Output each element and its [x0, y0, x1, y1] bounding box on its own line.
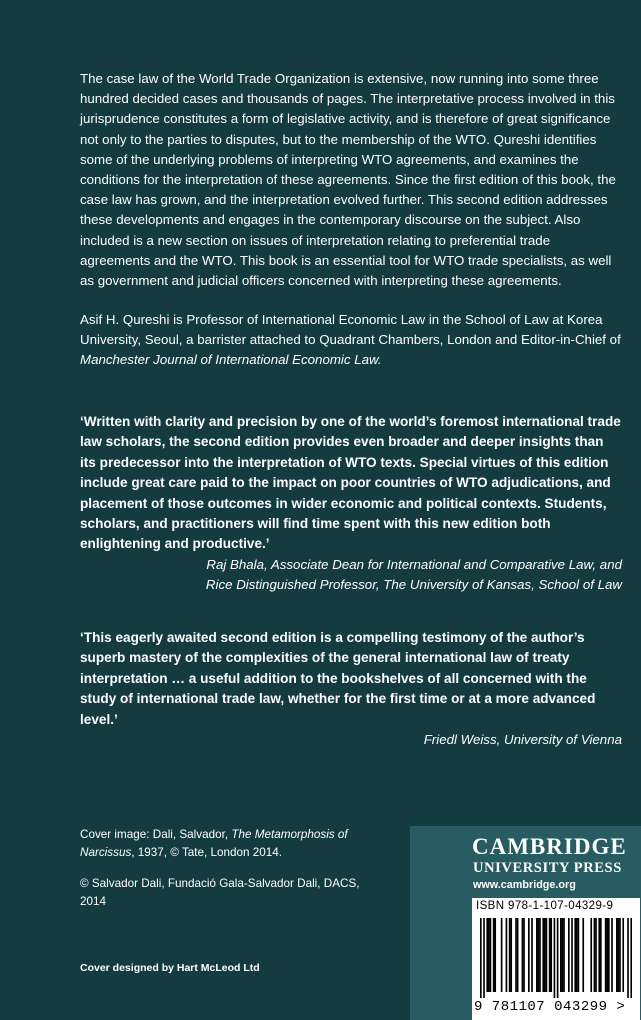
barcode-bar: [598, 918, 600, 992]
barcode-bar: [536, 918, 538, 992]
endorsement-2: [80, 628, 622, 750]
endorsement-1-attribution-line1: Raj Bhala, Associate Dean for International and Comparative Law, and: [206, 556, 622, 572]
barcode-digits: 9 781107 043299 >: [474, 999, 626, 1015]
barcode-bar: [560, 918, 562, 992]
barcode-bar: [608, 918, 610, 992]
barcode-bar: [490, 918, 492, 992]
publisher-subtitle: UNIVERSITY PRESS: [473, 860, 622, 876]
cover-credits: [80, 826, 380, 924]
barcode-bar: [616, 918, 618, 992]
barcode-bar: [510, 918, 512, 992]
barcode-bar: [531, 918, 533, 992]
barcode-bar: [576, 918, 578, 992]
barcode-bar: [557, 918, 559, 998]
barcode-bar: [594, 918, 596, 992]
barcode-bar: [619, 918, 621, 992]
cover-credit-suffix: , 1937, © Tate, London 2014.: [131, 845, 283, 859]
barcode-bar: [528, 918, 530, 992]
barcode-bar: [522, 918, 524, 992]
blurb-text: The case law of the World Trade Organization is extensive, now running into some three hundred decided cases and thousands of pages. The interpretative process involved in this jurisprudence constitutes a form of legislative activity, and is therefore of great significance not only to the parties to disputes, but to the membership of the WTO. Qureshi identifies some of the underlying problems of interpreting WTO agreements, and examines the conditions for the interpretation of these agreements. Since the first edition of this book, the case law has grown, and the interpretation evolved further. This second edition addresses these developments and engages in the contemporary discourse on the subject. Also included is a new section on issues of interpretation relating to preferential trade agreements and the WTO. This book is an essential tool for WTO trade specialists, as well as government and judicial officers concerned with interpreting these agreements.: [80, 71, 616, 289]
barcode-bar: [494, 918, 496, 992]
barcode-bar: [550, 918, 552, 992]
barcode-bar: [578, 918, 580, 992]
barcode-bar: [517, 918, 519, 992]
cover-image-credit: [80, 826, 380, 861]
endorsement-1-attribution: [80, 555, 622, 596]
barcode-bar: [627, 918, 629, 998]
barcode-bar: [554, 918, 556, 998]
barcode-bar: [544, 918, 546, 992]
barcode-bar: [622, 918, 624, 992]
publisher-panel: [410, 826, 641, 1020]
barcode-bar: [509, 918, 511, 992]
author-bio-text: [80, 310, 622, 371]
barcode-box: [472, 898, 640, 1020]
barcode-bar: [506, 918, 508, 992]
barcode-bar: [568, 918, 570, 992]
barcode-bar: [600, 918, 602, 992]
endorsement-2-attribution-line1: Friedl Weiss, University of Vienna: [423, 732, 622, 748]
endorsement-2-text: ‘This eagerly awaited second edition is a compelling testimony of the author’s superb mastery of the complexities of the general international law of treaty interpretation … a useful addition to the bookshelves of all concerned with the study of international trade law, whether for the first time or at a more advanced level.’: [80, 630, 596, 727]
bio-journal: Manchester Journal of International Economic Law.: [80, 352, 382, 368]
barcode-bar: [488, 918, 490, 992]
barcode-bar: [538, 918, 540, 992]
isbn-label: ISBN 978-1-107-04329-9: [476, 900, 614, 912]
barcode-bar: [582, 918, 584, 992]
barcode-bar: [630, 918, 632, 998]
endorsement-2-attribution: [80, 730, 622, 750]
cover-credit-prefix: Cover image: Dali, Salvador,: [80, 828, 232, 841]
barcode-bar: [590, 918, 592, 992]
bio-body: Asif H. Qureshi is Professor of International Economic Law in the School of Law at Korea University, Seoul, a barrister attached to Quadrant Chambers, London and Editor-in-Chief of: [80, 312, 621, 348]
barcode-bar: [539, 918, 541, 992]
barcode-bar: [563, 918, 565, 992]
barcode-bar: [515, 918, 517, 992]
barcode-bar: [542, 918, 544, 992]
barcode-bar: [493, 918, 495, 992]
barcode-bar: [562, 918, 564, 992]
author-bio: [80, 310, 622, 371]
designer-credit: Cover designed by Hart McLeod Ltd: [80, 962, 260, 974]
barcode-bar: [611, 918, 613, 992]
barcode-bar: [523, 918, 525, 992]
endorsement-1: [80, 412, 622, 596]
barcode-bar: [605, 918, 607, 992]
copyright-credit: © Salvador Dali, Fundació Gala-Salvador Dali, DACS, 2014: [80, 877, 360, 908]
barcode-icon: [480, 918, 632, 998]
blurb: [80, 69, 622, 291]
barcode-bar: [595, 918, 597, 992]
endorsement-1-text: ‘Written with clarity and precision by one of the world’s foremost international trade law scholars, the second edition provides even broader and deeper insights than its predecessor into the interpretation of WTO texts. Special virtues of this edition include great care paid to the impact on poor countries of WTO adjudications, and placement of those outcomes in wider economic and political contexts. Students, scholars, and practitioners will find time spent with this new edition both enlightening and productive.’: [80, 414, 621, 552]
barcode-bar: [483, 918, 485, 998]
barcode-bar: [480, 918, 482, 998]
barcode-bar: [574, 918, 576, 992]
barcode-bar: [606, 918, 608, 992]
barcode-bar: [501, 918, 503, 992]
cover-credit-title: The Metamorphosis of Narcissus: [80, 828, 348, 859]
barcode-bar: [486, 918, 488, 992]
barcode-bar: [571, 918, 573, 992]
endorsement-1-attribution-line2: Rice Distinguished Professor, The University of Kansas, School of Law: [205, 577, 622, 593]
barcode-bar: [546, 918, 548, 992]
barcode-bar: [549, 918, 551, 992]
publisher-name: CAMBRIDGE: [472, 834, 627, 859]
publisher-url[interactable]: www.cambridge.org: [473, 879, 576, 891]
barcode-bar: [618, 918, 620, 992]
